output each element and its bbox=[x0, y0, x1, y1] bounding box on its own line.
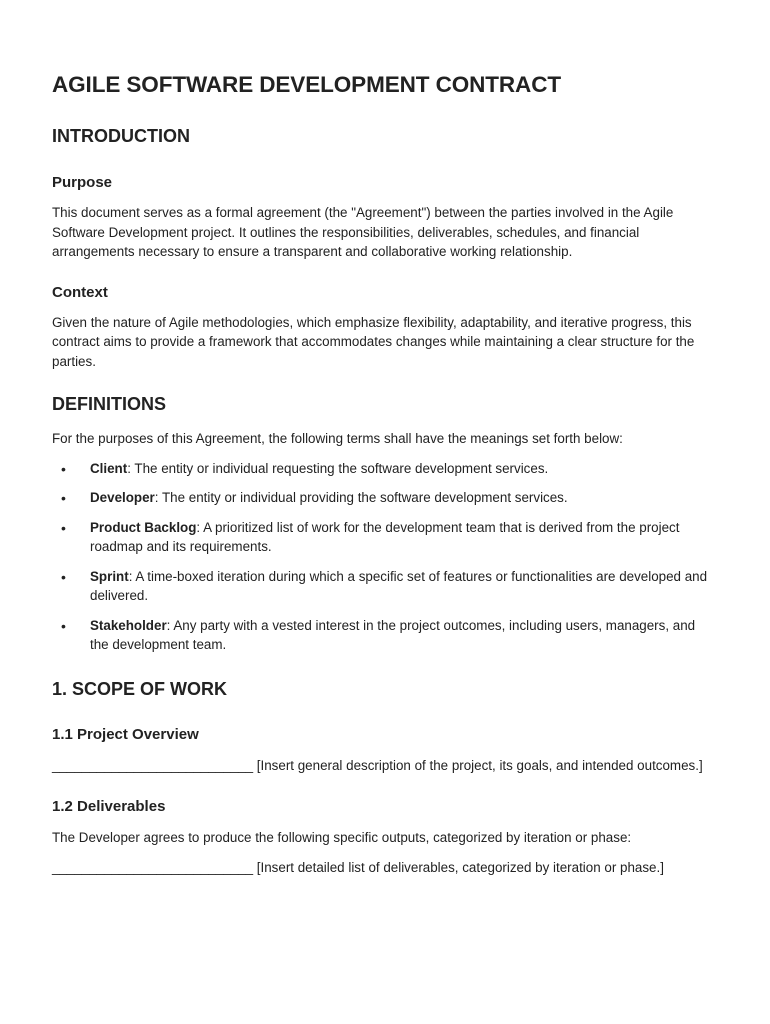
definition-item bbox=[52, 616, 714, 655]
definition-item bbox=[52, 459, 714, 479]
definition-term: Stakeholder bbox=[90, 617, 167, 633]
bullet-icon: • bbox=[61, 568, 66, 585]
purpose-paragraph: This document serves as a formal agreement (the "Agreement") between the parties involved in the Agile Software Development project. It outlines the responsibilities, deliverables, schedules, and financial arrangements necessary to ensure a transparent and collaborative working relationship. bbox=[52, 205, 674, 259]
deliverables-placeholder: ___________________________ [Insert detailed list of deliverables, categorized by iteration or phase.] bbox=[52, 859, 664, 875]
definition-term: Client bbox=[90, 460, 128, 476]
definitions-list bbox=[52, 459, 714, 655]
purpose-heading: Purpose bbox=[52, 174, 113, 191]
context-paragraph: Given the nature of Agile methodologies, which emphasize flexibility, adaptability, and iterative progress, this contract aims to provide a framework that accommodates changes while maintaining a clear structure for the parties. bbox=[52, 314, 695, 369]
deliverables-heading: 1.2 Deliverables bbox=[52, 798, 166, 815]
definition-text: : The entity or individual requesting the software development services. bbox=[127, 460, 549, 476]
project-overview-heading: 1.1 Project Overview bbox=[52, 725, 199, 743]
document-title: AGILE SOFTWARE DEVELOPMENT CONTRACT bbox=[52, 72, 562, 97]
project-overview-paragraph: ___________________________ [Insert general description of the project, its goals, and intended outcomes.] bbox=[52, 757, 703, 773]
definition-text: : The entity or individual providing the software development services. bbox=[154, 490, 568, 505]
definition-text: : Any party with a vested interest in the project outcomes, including users, managers, and the development team. bbox=[90, 617, 696, 652]
definition-term: Developer bbox=[90, 490, 155, 505]
bullet-icon: • bbox=[61, 490, 66, 506]
deliverables-paragraph: The Developer agrees to produce the following specific outputs, categorized by iteration or phase: bbox=[52, 830, 632, 845]
definition-text: : A time-boxed iteration during which a specific set of features or functionalities are developed and delivered. bbox=[90, 568, 708, 603]
definition-item bbox=[52, 488, 714, 508]
definitions-heading: DEFINITIONS bbox=[52, 394, 167, 414]
definition-text: : A prioritized list of work for the development team that is derived from the project roadmap and its requirements. bbox=[90, 519, 680, 554]
bullet-icon: • bbox=[61, 519, 66, 536]
context-heading: Context bbox=[52, 283, 108, 301]
definition-item bbox=[52, 567, 714, 606]
definition-term: Product Backlog bbox=[90, 519, 197, 535]
scope-heading: 1. SCOPE OF WORK bbox=[52, 678, 228, 699]
bullet-icon: • bbox=[61, 617, 66, 634]
definition-term: Sprint bbox=[90, 568, 129, 584]
definition-item bbox=[52, 518, 714, 557]
definitions-intro: For the purposes of this Agreement, the following terms shall have the meanings set forth below: bbox=[52, 431, 623, 446]
introduction-heading: INTRODUCTION bbox=[52, 126, 190, 146]
bullet-icon: • bbox=[61, 460, 66, 477]
